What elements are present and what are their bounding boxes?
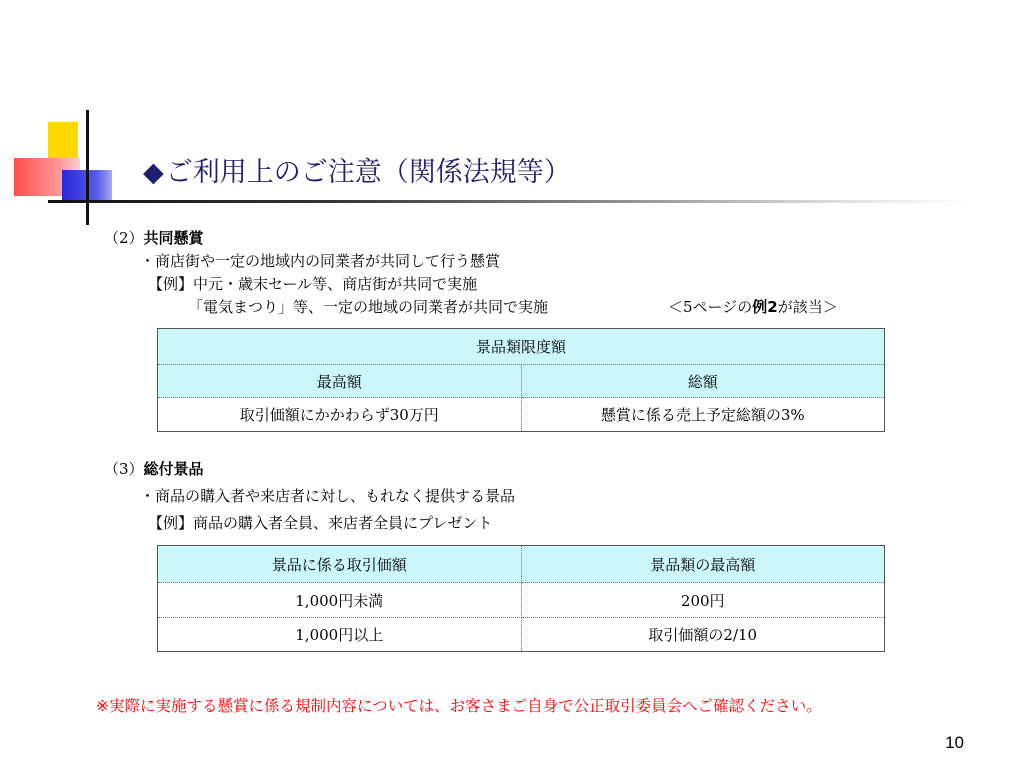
table-row <box>158 365 885 398</box>
reference-example-label: 例2 <box>752 298 778 316</box>
section2-number: （2） <box>104 229 144 247</box>
reference-close: が該当＞ <box>777 298 838 316</box>
table-cell: 1,000円以上 <box>158 618 522 652</box>
table-row <box>158 618 885 652</box>
page-number: 10 <box>945 733 964 752</box>
section3-title: 総付景品 <box>143 460 204 478</box>
section2-example2: 「電気まつり」等、一定の地域の同業者が共同で実施 <box>188 298 549 316</box>
table-row <box>158 583 885 618</box>
reference-open: ＜5ページの <box>668 298 753 316</box>
table-row <box>158 398 885 432</box>
section2-heading <box>104 228 204 248</box>
premium-limit-table <box>157 545 885 652</box>
table-cell: 取引価額の2/10 <box>521 618 885 652</box>
table-group-header: 景品類限度額 <box>158 329 885 365</box>
table-cell: 取引価額にかかわらず30万円 <box>158 398 522 432</box>
column-header-transaction-value: 景品に係る取引価額 <box>158 546 522 583</box>
section3-heading <box>104 459 204 479</box>
table-row <box>158 329 885 365</box>
section3-example <box>148 513 492 533</box>
confirmation-notice: ※実際に実施する懸賞に係る規制内容については、お客さまご自身で公正取引委員会へご確認ください。 <box>96 697 822 715</box>
example-text: 商品の購入者全員、来店者全員にプレゼント <box>193 514 493 532</box>
slide-title-text: ご利用上のご注意（関係法規等） <box>165 157 571 188</box>
column-header-total: 総額 <box>521 365 885 398</box>
section2-example1 <box>148 274 477 294</box>
example-text: 中元・歳末セール等、商店街が共同で実施 <box>193 275 478 293</box>
decor-vertical-line <box>86 110 89 225</box>
slide-title <box>143 150 571 189</box>
table-row <box>158 546 885 583</box>
column-header-max-premium: 景品類の最高額 <box>521 546 885 583</box>
prize-limit-table <box>157 328 885 432</box>
section2-title: 共同懸賞 <box>143 229 204 247</box>
table-cell: 200円 <box>521 583 885 618</box>
example-prefix: 【例】 <box>148 275 194 293</box>
table-cell: 1,000円未満 <box>158 583 522 618</box>
decor-yellow-square <box>48 122 78 162</box>
example-prefix: 【例】 <box>148 514 194 532</box>
section2-bullet: ・商店街や一定の地域内の同業者が共同して行う懸賞 <box>140 252 501 270</box>
section3-number: （3） <box>104 460 144 478</box>
diamond-icon: ◆ <box>143 157 164 188</box>
table-cell: 懸賞に係る売上予定総額の3% <box>521 398 885 432</box>
title-underline <box>48 200 968 203</box>
column-header-max: 最高額 <box>158 365 522 398</box>
section3-bullet: ・商品の購入者や来店者に対し、もれなく提供する景品 <box>140 487 516 505</box>
section2-reference <box>668 297 838 317</box>
